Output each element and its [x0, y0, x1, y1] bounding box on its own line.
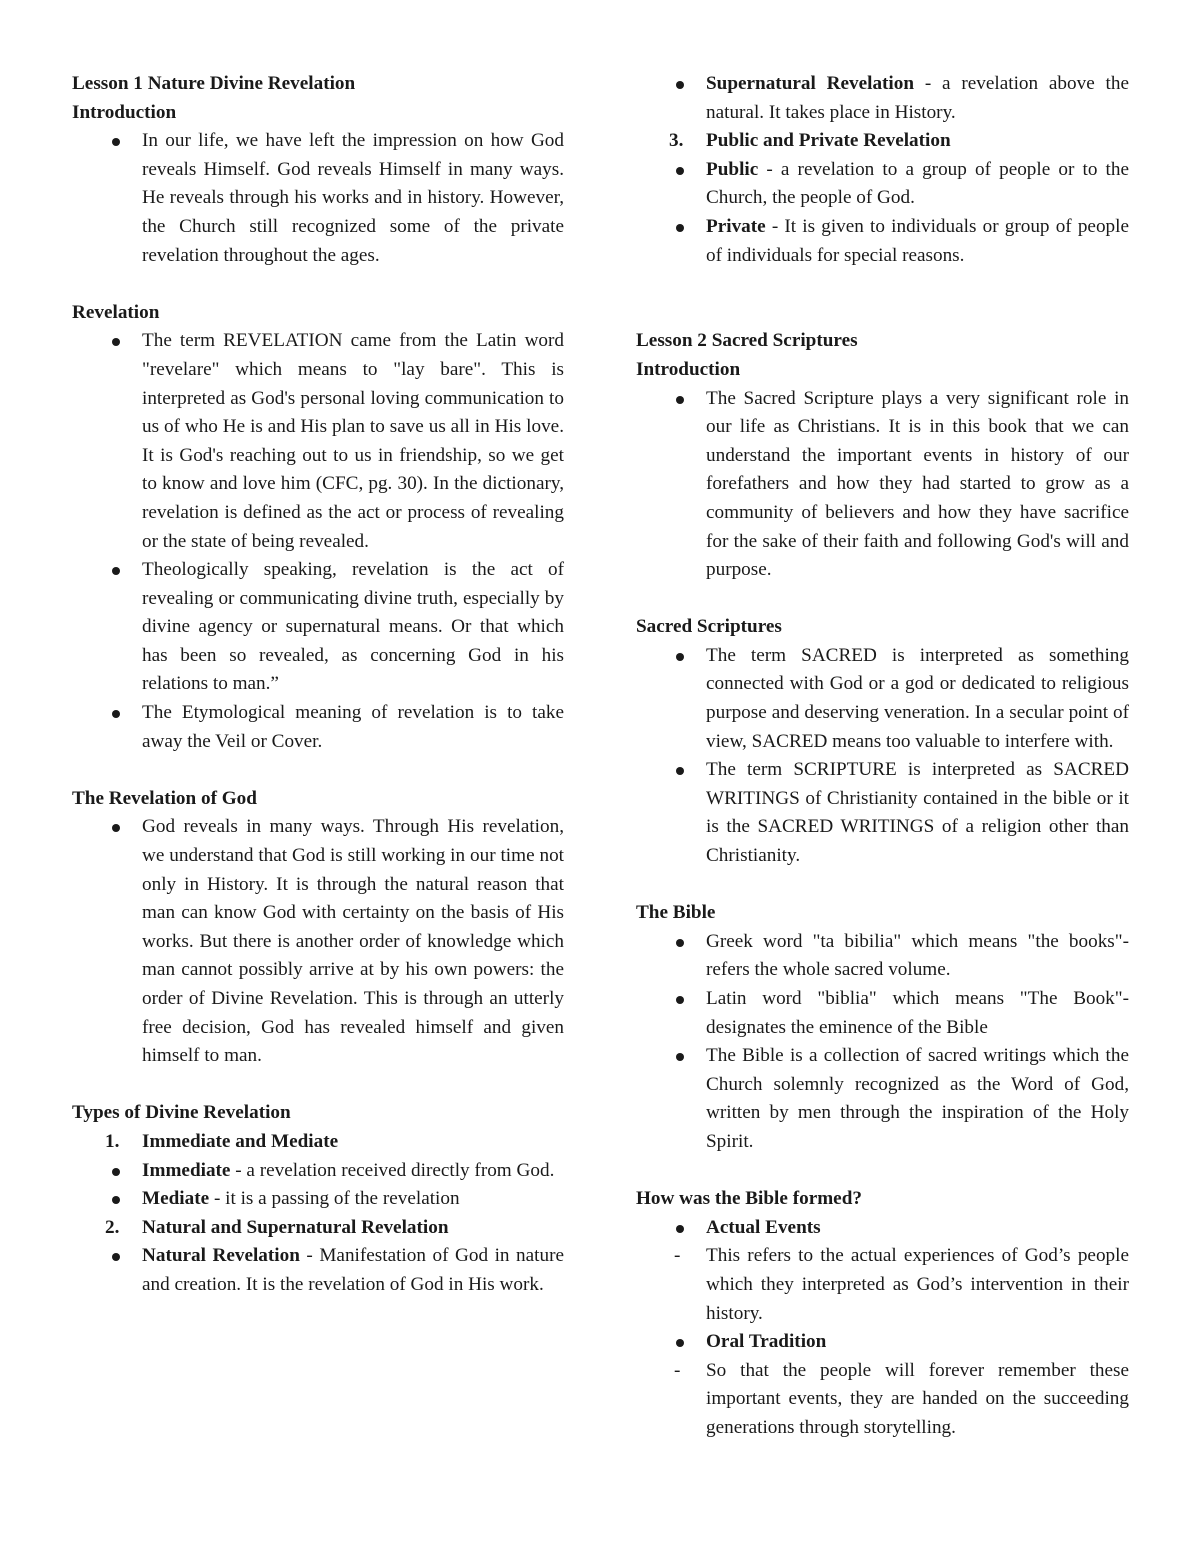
term: Immediate	[142, 1159, 231, 1181]
types-heading: Types of Divine Revelation	[72, 1102, 291, 1124]
type-2-list	[72, 1242, 564, 1299]
lesson2-intro-heading: Introduction	[636, 358, 741, 380]
list-item: Latin word "biblia" which means "The Book"-designates the eminence of the Bible	[636, 985, 1129, 1042]
list-item: The term SACRED is interpreted as something connected with God or a god or dedicated to religious purpose and deserving veneration. In a secular point of view, SACRED means too valuable to interfere with.	[636, 642, 1129, 756]
bible-formed-heading: How was the Bible formed?	[636, 1188, 862, 1210]
list-item	[636, 156, 1129, 213]
type-1-label: Immediate and Mediate	[142, 1130, 339, 1152]
formed-dash-list-2	[636, 1357, 1129, 1443]
sacred-scriptures-list	[636, 642, 1129, 871]
type-2-list-continued	[636, 70, 1129, 127]
list-item: The term REVELATION came from the Latin word "revelare" which means to "lay bare". This is interpreted as God's personal loving communication to us of who He is and His plan to save us all in His love. It is God's reaching out to us in friendship, so we get to know and love him (CFC, pg. 30). In the dictionary, revelation is defined as the act or process of revealing or the state of being revealed.	[72, 327, 564, 556]
intro-list	[72, 127, 564, 270]
definition: - a revelation to a group of people or to the Church, the people of God.	[706, 158, 1129, 209]
term: Oral Tradition	[706, 1331, 827, 1353]
list-item	[636, 1328, 1129, 1357]
list-item	[72, 1157, 564, 1186]
term: Natural Revelation	[142, 1245, 300, 1267]
type-1-list	[72, 1157, 564, 1214]
type-3-number: 3.	[669, 130, 684, 152]
formed-list-1	[636, 1214, 1129, 1243]
lesson2-intro-list	[636, 385, 1129, 585]
list-item: The term SCRIPTURE is interpreted as SACRED WRITINGS of Christianity contained in the bible or it is the SACRED WRITINGS of a religion other than Christianity.	[636, 756, 1129, 870]
type-2-title	[72, 1214, 564, 1243]
type-1-title	[72, 1128, 564, 1157]
type-2-label: Natural and Supernatural Revelation	[142, 1216, 449, 1238]
right-column	[636, 70, 1129, 1443]
list-item: - So that the people will forever remember these important events, they are handed on the succeeding generations through storytelling.	[636, 1357, 1129, 1443]
intro-heading: Introduction	[72, 101, 177, 123]
list-item: Greek word "ta bibilia" which means "the books"-refers the whole sacred volume.	[636, 928, 1129, 985]
definition: - It is given to individuals or group of people of individuals for special reasons.	[706, 215, 1129, 266]
type-3-list	[636, 156, 1129, 270]
left-column	[72, 70, 564, 1300]
term: Mediate	[142, 1188, 210, 1210]
type-3-title	[636, 127, 1129, 156]
term: Actual Events	[706, 1216, 821, 1238]
type-1-number: 1.	[105, 1130, 120, 1152]
definition: - Manifestation of God in nature and creation. It is the revelation of God in His work.	[142, 1245, 564, 1295]
revelation-list	[72, 327, 564, 756]
list-item: The Bible is a collection of sacred writings which the Church solemnly recognized as the Word of God, written by men through the inspiration of the Holy Spirit.	[636, 1042, 1129, 1156]
list-item: - This refers to the actual experiences of God’s people which they interpreted as God’s intervention in their history.	[636, 1242, 1129, 1328]
bible-list	[636, 928, 1129, 1157]
term: Supernatural Revelation	[706, 73, 915, 94]
lesson1-title: Lesson 1 Nature Divine Revelation	[72, 73, 356, 94]
sacred-scriptures-heading: Sacred Scriptures	[636, 616, 782, 638]
list-item: The Etymological meaning of revelation is to take away the Veil or Cover.	[72, 699, 564, 756]
bible-heading: The Bible	[636, 902, 716, 924]
list-item	[72, 1185, 564, 1214]
list-item	[636, 70, 1129, 127]
list-item	[636, 1214, 1129, 1243]
list-item: Theologically speaking, revelation is the act of revealing or communicating divine truth, especially by divine agency or supernatural means. Or that which has been so revealed, as concerning God in his relations to man.”	[72, 556, 564, 699]
type-3-label: Public and Private Revelation	[706, 130, 951, 152]
revelation-of-god-list	[72, 813, 564, 1070]
list-item	[72, 1242, 564, 1299]
definition: - it is a passing of the revelation	[209, 1188, 460, 1210]
definition: - a revelation received directly from God.	[230, 1159, 555, 1181]
revelation-heading: Revelation	[72, 301, 160, 323]
list-item: The Sacred Scripture plays a very significant role in our life as Christians. It is in this book that we can understand the important events in history of our forefathers and how they had started to grow as a community of believers and how they have sacrifice for the sake of their faith and following God's will and purpose.	[636, 385, 1129, 585]
term: Private	[706, 215, 766, 237]
list-item: God reveals in many ways. Through His revelation, we understand that God is still working in our time not only in History. It is through the natural reason that man can know God with certainty on the basis of His works. But there is another order of knowledge which man cannot possibly arrive at by his own powers: the order of Divine Revelation. This is through an utterly free decision, God has revealed himself and given himself to man.	[72, 813, 564, 1070]
term: Public	[706, 158, 759, 180]
definition: - a revelation above the natural. It takes place in History.	[706, 73, 1129, 123]
formed-list-2	[636, 1328, 1129, 1357]
lesson2-title: Lesson 2 Sacred Scriptures	[636, 330, 858, 352]
list-item: In our life, we have left the impression on how God reveals Himself. God reveals Himself in many ways. He reveals through his works and in history. However, the Church still recognized some of the private revelation throughout the ages.	[72, 127, 564, 270]
type-2-number: 2.	[105, 1216, 120, 1238]
formed-dash-list-1	[636, 1242, 1129, 1328]
revelation-of-god-heading: The Revelation of God	[72, 787, 257, 809]
list-item	[636, 213, 1129, 270]
